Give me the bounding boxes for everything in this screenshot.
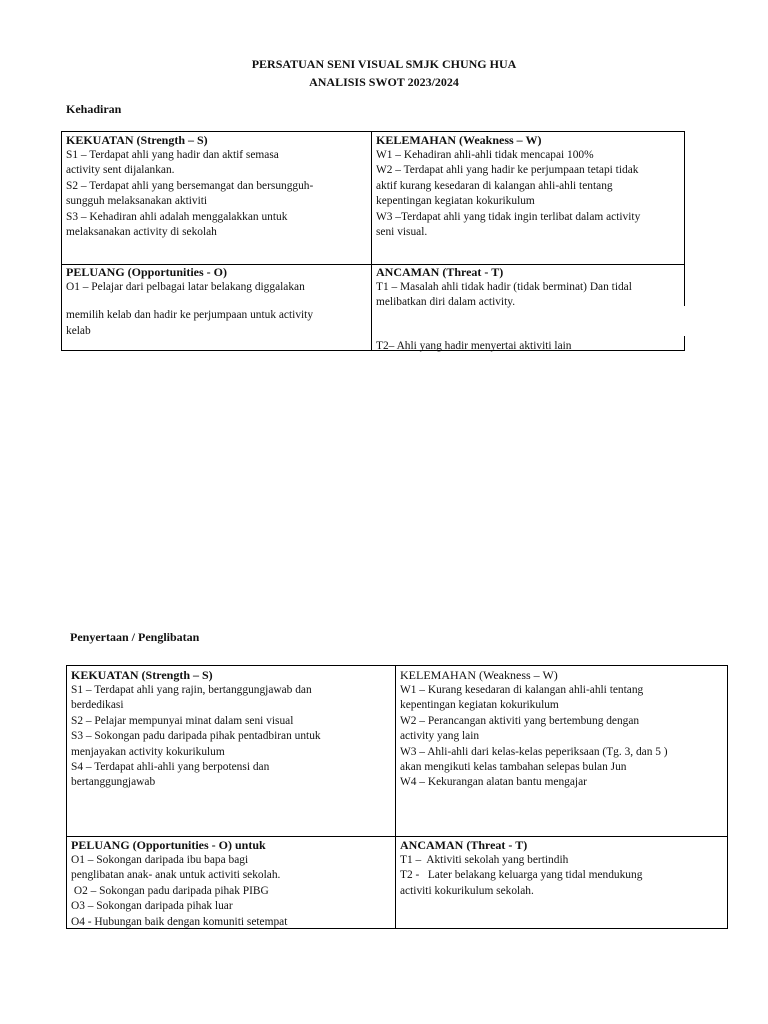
weakness-line: aktif kurang kesedaran di kalangan ahli-ahli tentang (376, 179, 613, 192)
opportunity-line: memilih kelab dan hadir ke perjumpaan untuk activity (66, 309, 314, 322)
weakness-line: W3 –Terdapat ahli yang tidak ingin terlibat dalam activity (376, 210, 641, 223)
weakness-line: akan mengikuti kelas tambahan selepas bulan Jun (400, 761, 627, 774)
opportunity-line: O1 – Pelajar dari pelbagai latar belakang diggalakan (66, 281, 305, 293)
strength-line: S2 – Pelajar mempunyai minat dalam seni visual (71, 714, 294, 727)
weakness-line: seni visual. (376, 226, 428, 239)
opportunity-cell-kehadiran (61, 264, 371, 339)
document-title: PERSATUAN SENI VISUAL SMJK CHUNG HUA (251, 57, 517, 71)
section-label-kehadiran: Kehadiran (66, 102, 122, 116)
strength-cell-penyertaan (66, 666, 395, 791)
opportunity-heading: PELUANG (Opportunities - O) untuk (71, 838, 266, 852)
weakness-line: W2 – Perancangan aktiviti yang bertembung dengan (400, 714, 640, 727)
opportunity-line: O1 – Sokongan daripada ibu bapa bagi (71, 854, 249, 866)
opportunity-line: O3 – Sokongan daripada pihak luar (71, 900, 233, 913)
strength-heading: KEKUATAN (Strength – S) (71, 668, 213, 682)
strength-line: sungguh melaksanakan aktiviti (66, 195, 208, 208)
strength-line: S3 – Kehadiran ahli adalah menggalakkan untuk (66, 210, 288, 223)
threat-heading: ANCAMAN (Threat - T) (376, 265, 504, 279)
threat-cell-kehadiran (371, 264, 684, 354)
threat-line: activiti kokurikulum sekolah. (400, 884, 534, 897)
strength-line: bertanggungjawab (71, 776, 156, 789)
threat-line: T2 - Later belakang keluarga yang tidal mendukung (400, 869, 643, 882)
strength-line: menjayakan activity kokurikulum (71, 745, 225, 758)
section-label-penyertaan: Penyertaan / Penglibatan (70, 630, 200, 644)
strength-line: melaksanakan activity di sekolah (66, 226, 217, 239)
weakness-line: W1 – Kurang kesedaran di kalangan ahli-ahli tentang (400, 684, 644, 696)
threat-line: T2– Ahli yang hadir menyertai aktiviti lain (376, 339, 572, 352)
weakness-line: W1 – Kehadiran ahli-ahli tidak mencapai 100% (376, 149, 594, 161)
threat-cell-penyertaan (395, 837, 727, 899)
weakness-heading: KELEMAHAN (Weakness – W) (400, 668, 558, 682)
opportunity-line: O4 - Hubungan baik dengan komuniti setempat (71, 915, 288, 928)
threat-line: melibatkan diri dalam activity. (376, 296, 516, 309)
weakness-line: kepentingan kegiatan kokurikulum (376, 195, 535, 208)
weakness-line: kepentingan kegiatan kokurikulum (400, 699, 559, 712)
weakness-line: W3 – Ahli-ahli dari kelas-kelas peperiksaan (Tg. 3, dan 5 ) (400, 745, 668, 758)
document-subtitle: ANALISIS SWOT 2023/2024 (309, 75, 459, 89)
strength-heading: KEKUATAN (Strength – S) (66, 133, 208, 147)
strength-line: S3 – Sokongan padu daripada pihak pentadbiran untuk (71, 730, 321, 743)
strength-line: berdedikasi (71, 699, 124, 712)
threat-line: T1 – Masalah ahli tidak hadir (tidak berminat) Dan tidal (376, 281, 632, 293)
strength-line: S4 – Terdapat ahli-ahli yang berpotensi dan (71, 761, 270, 774)
threat-line: T1 – Aktiviti sekolah yang bertindih (400, 854, 569, 866)
strength-line: activity sent dijalankan. (66, 164, 175, 177)
opportunity-line: kelab (66, 324, 91, 337)
weakness-line: W2 – Terdapat ahli yang hadir ke perjumpaan tetapi tidak (376, 164, 639, 177)
weakness-cell-kehadiran (371, 132, 684, 240)
strength-line: S1 – Terdapat ahli yang rajin, bertanggungjawab dan (71, 684, 312, 696)
opportunity-heading: PELUANG (Opportunities - O) (66, 265, 228, 279)
strength-cell-kehadiran (61, 132, 371, 240)
strength-line: S1 – Terdapat ahli yang hadir dan aktif semasa (66, 149, 279, 161)
opportunity-cell-penyertaan (66, 837, 395, 930)
weakness-heading: KELEMAHAN (Weakness – W) (376, 133, 542, 147)
threat-heading: ANCAMAN (Threat - T) (400, 838, 528, 852)
weakness-cell-penyertaan (395, 666, 727, 791)
weakness-line: W4 – Kekurangan alatan bantu mengajar (400, 776, 587, 789)
strength-line: S2 – Terdapat ahli yang bersemangat dan bersungguh- (66, 179, 314, 192)
opportunity-line: O2 – Sokongan padu daripada pihak PIBG (71, 884, 269, 897)
weakness-line: activity yang lain (400, 730, 480, 743)
opportunity-line: penglibatan anak- anak untuk activiti sekolah. (71, 869, 281, 882)
